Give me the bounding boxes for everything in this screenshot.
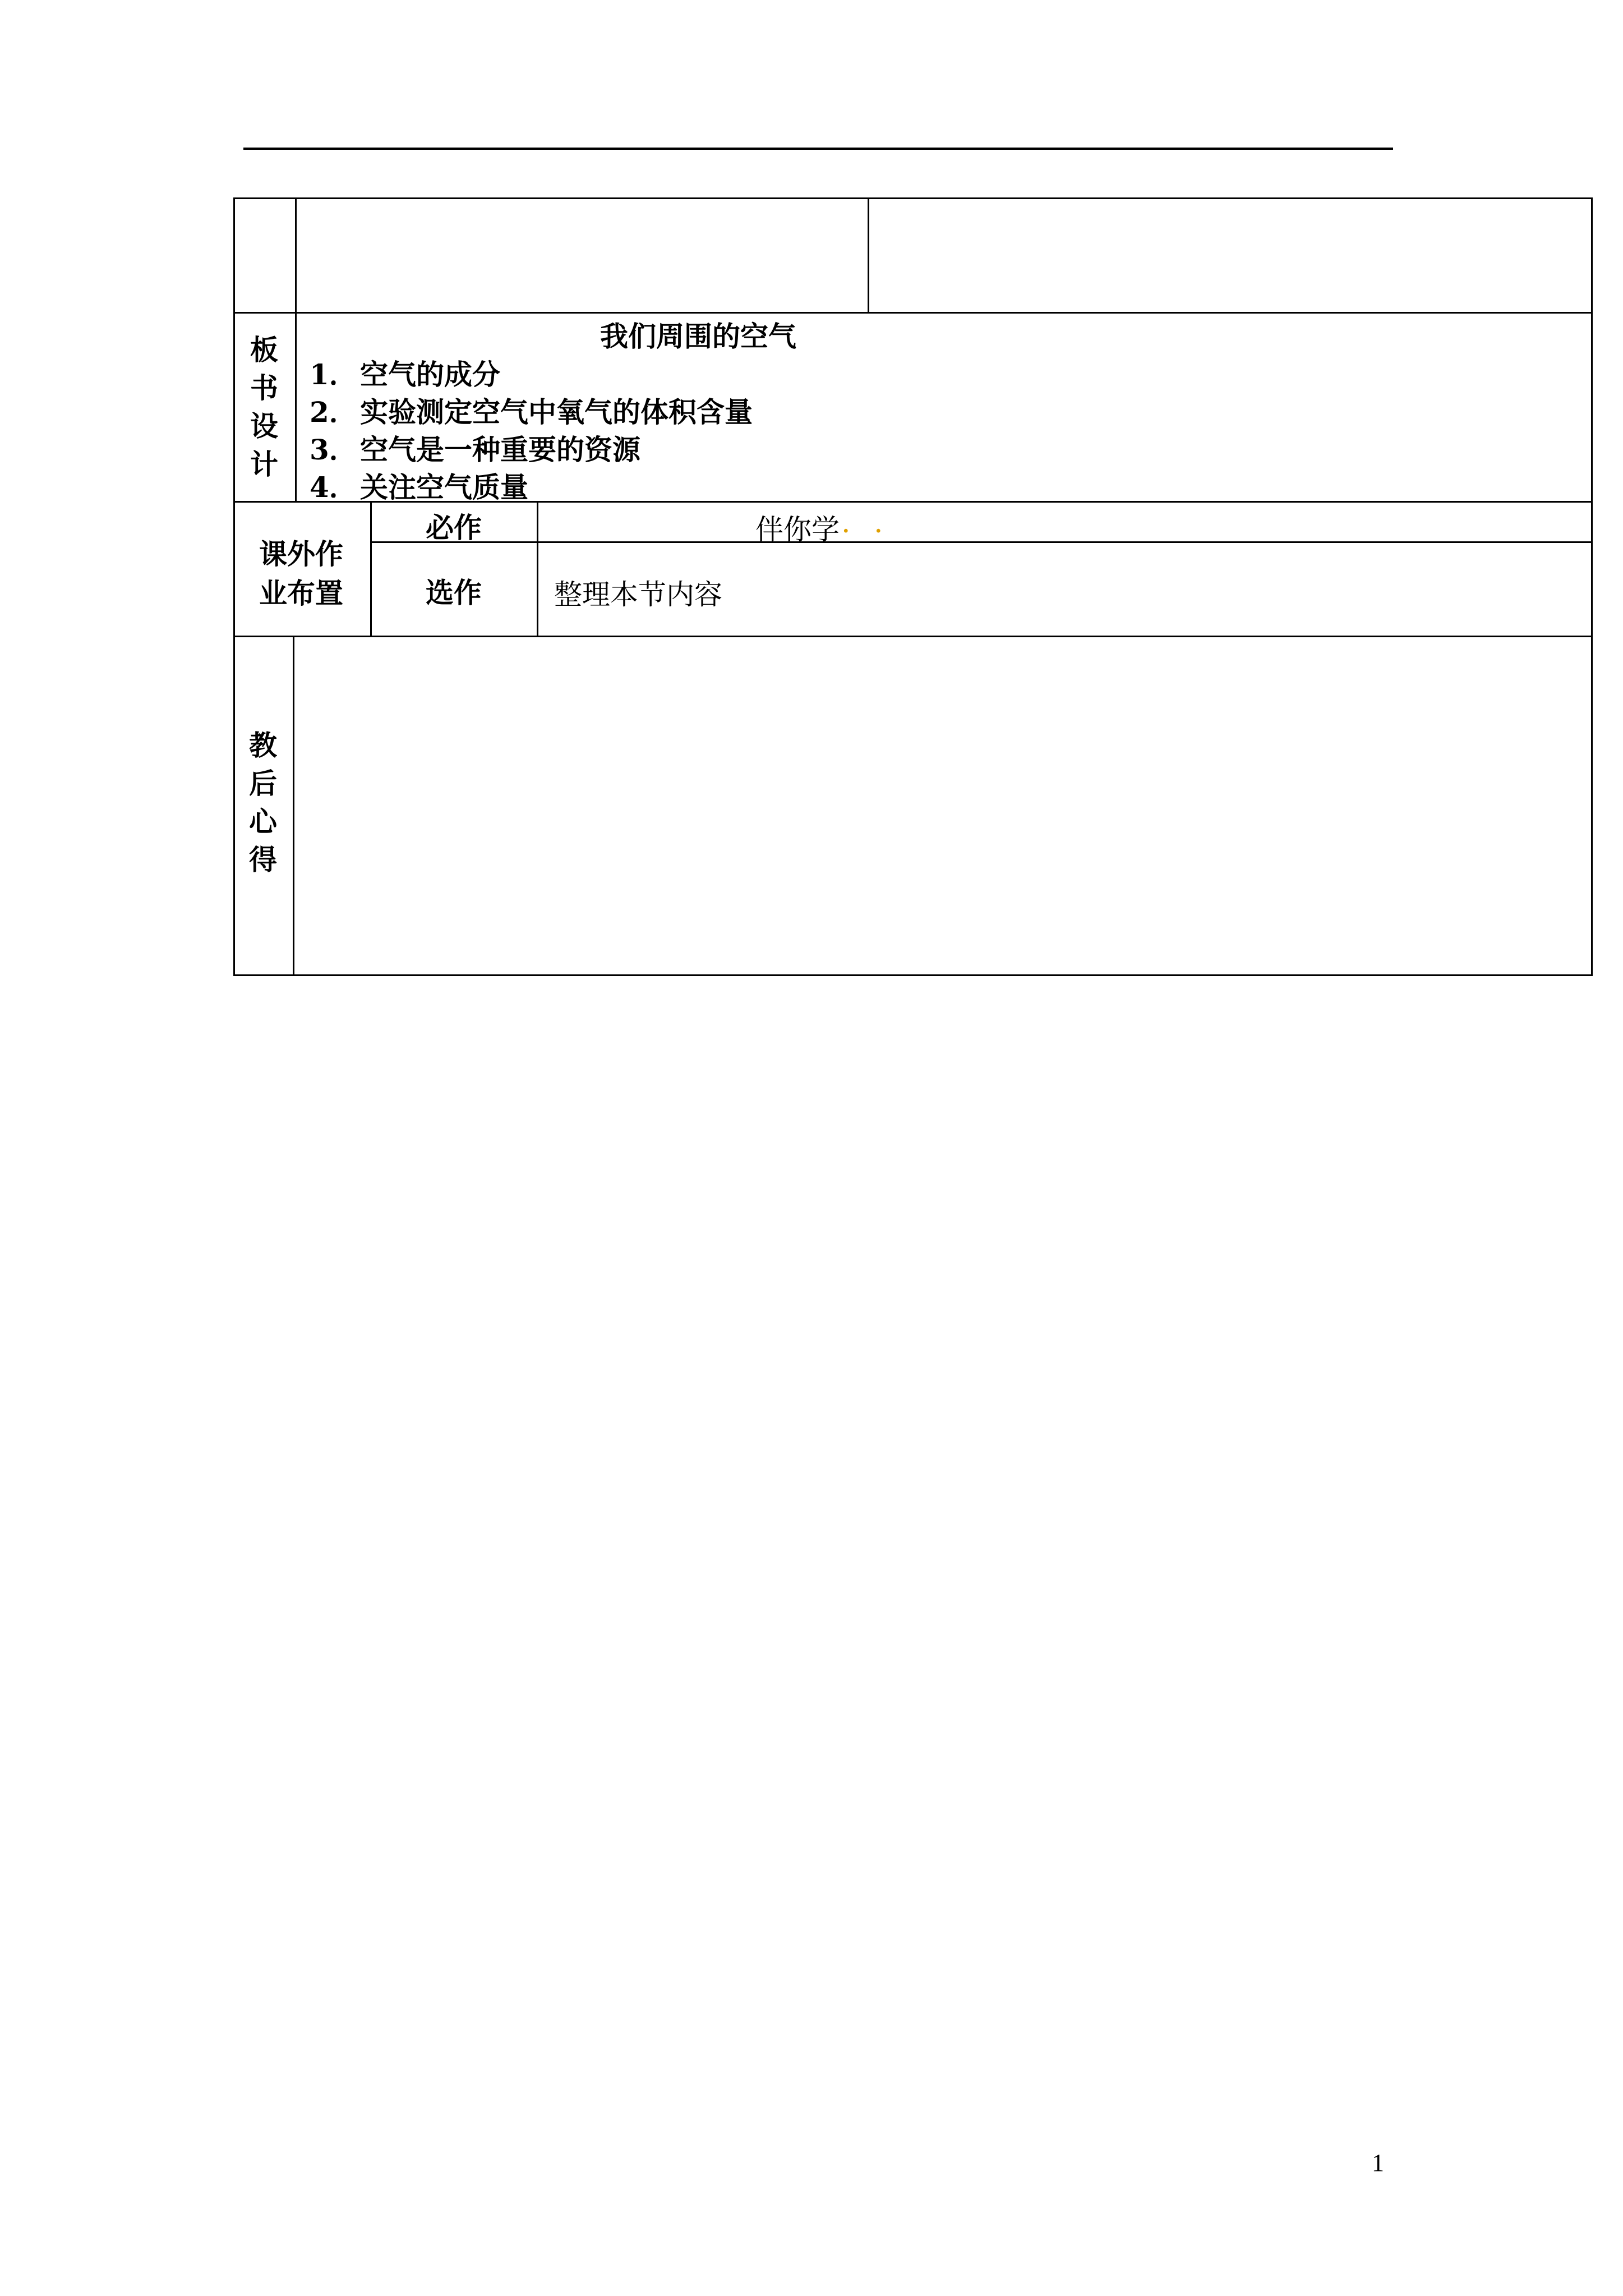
- col-divider-homework-label: [370, 501, 372, 637]
- item-number: 3．: [310, 433, 357, 466]
- decorative-dot: .: [875, 514, 882, 537]
- reflection-label-char: 教: [249, 729, 277, 762]
- item-number: 4．: [310, 471, 357, 504]
- board-design-label-char: 书: [250, 371, 278, 404]
- board-design-item-4: [310, 465, 528, 505]
- reflection-label-char: 后: [249, 767, 277, 800]
- board-design-label: [239, 331, 289, 484]
- homework-label-line-2: 业布置: [259, 577, 343, 610]
- top-row-empty-label-cell: [233, 197, 295, 312]
- reflection-content-cell: [294, 637, 1593, 976]
- item-number: 2．: [310, 395, 357, 429]
- decorative-dot: .: [842, 514, 850, 537]
- header-rule: [243, 148, 1393, 150]
- board-design-label-char: 计: [250, 448, 278, 481]
- item-text: 关注空气质量: [360, 471, 528, 504]
- board-design-item-3: [310, 427, 640, 468]
- row-divider-1: [233, 312, 1593, 314]
- reflection-label-char: 得: [249, 843, 277, 876]
- top-row-empty-left-cell: [297, 197, 868, 312]
- board-design-label-char: 板: [250, 333, 278, 366]
- homework-optional-label: 选作: [426, 576, 482, 609]
- item-text: 空气是一种重要的资源: [360, 433, 640, 466]
- board-design-title: 我们周围的空气: [600, 320, 796, 353]
- homework-required-label: 必作: [426, 511, 482, 544]
- reflection-label-char: 心: [249, 805, 277, 838]
- top-row-empty-right-cell: [869, 197, 1593, 312]
- board-design-item-1: [310, 352, 500, 393]
- row-divider-homework: [370, 541, 1593, 543]
- item-number: 1．: [310, 358, 357, 391]
- homework-required-value: 伴你学: [755, 513, 840, 546]
- board-design-label-char: 设: [250, 409, 278, 443]
- col-divider-homework-type: [537, 501, 538, 637]
- homework-label-line-1: 课外作: [259, 537, 343, 570]
- reflection-label: [238, 726, 288, 879]
- page-number: 1: [1372, 2149, 1384, 2177]
- item-text: 实验测定空气中氧气的体积含量: [360, 395, 753, 429]
- homework-optional-value: 整理本节内容: [554, 578, 722, 611]
- item-text: 空气的成分: [360, 358, 500, 391]
- board-design-item-2: [310, 390, 753, 430]
